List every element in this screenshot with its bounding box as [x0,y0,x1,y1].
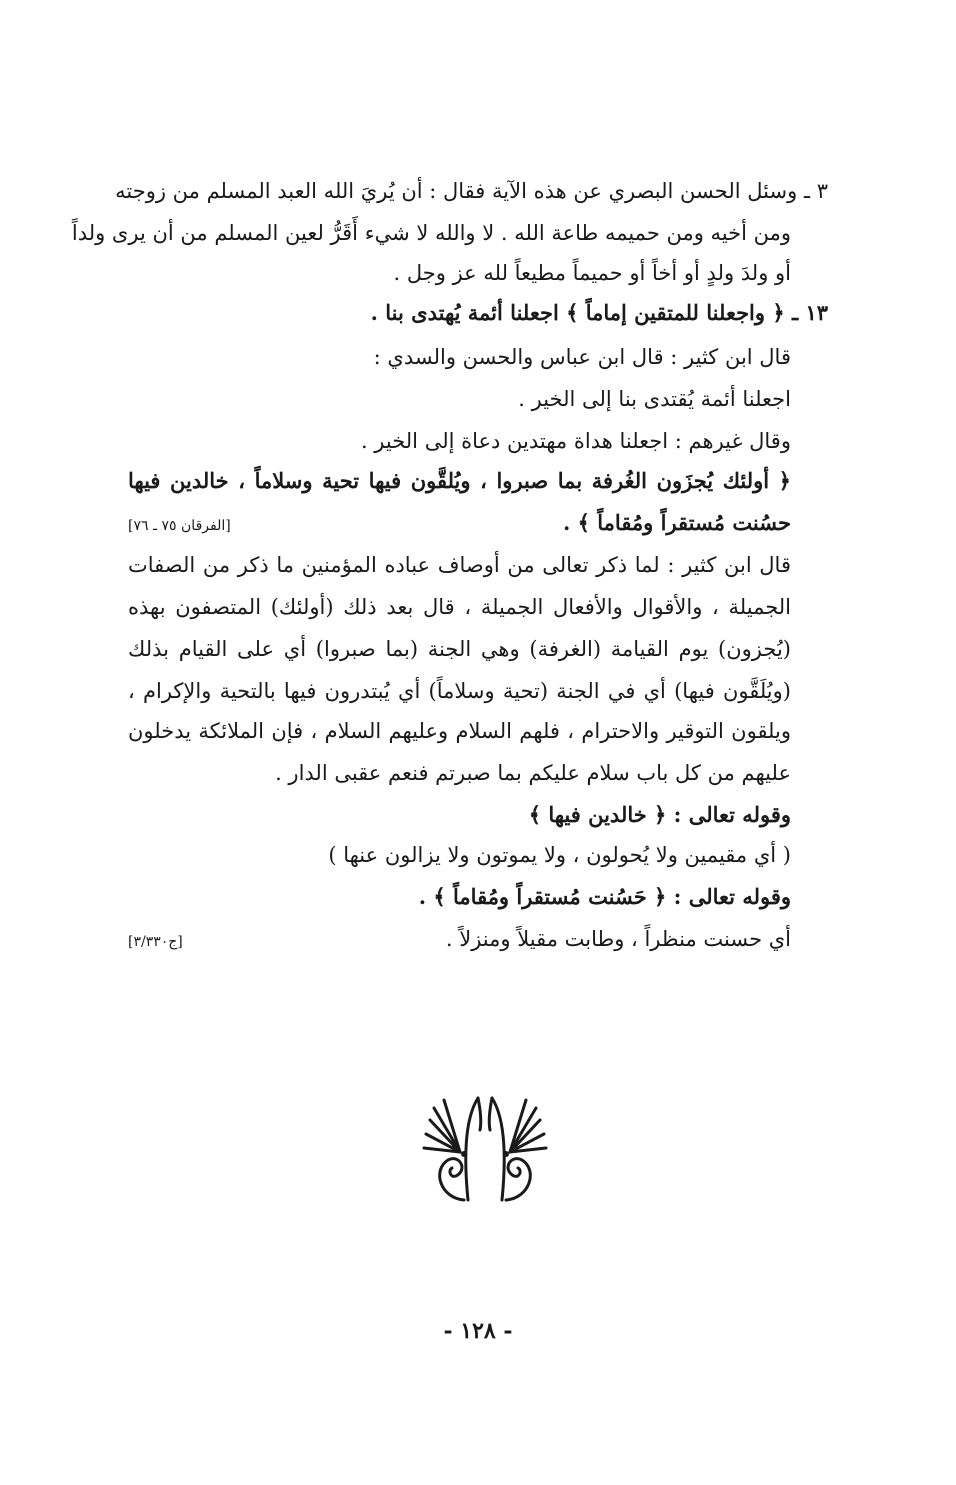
text-line: ويلقون التوقير والاحترام ، فلهم السلام وعليهم السلام ، فإن الملائكة يدخلون [128,719,791,743]
text-line: أي حسنت منظراً ، وطابت مقيلاً ومنزلاً . [445,927,791,951]
text-line: ( أي مقيمين ولا يُحولون ، ولا يموتون ولا يزالون عنها ) [328,843,791,867]
text-line: وقوله تعالى : ﴿ خالدين فيها ﴾ [528,802,791,827]
text-line: الجميلة ، والأقوال والأفعال الجميلة ، قال بعد ذلك (أولئك) المتصفون بهذه [128,595,791,619]
text-line: قال ابن كثير : لما ذكر تعالى من أوصاف عباده المؤمنين ما ذكر من الصفات [128,553,791,577]
text-line: عليهم من كل باب سلام عليكم بما صبرتم فنعم عقبى الدار . [275,761,791,785]
quran-quote: حسُنت مُستقراً ومُقاماً ﴾ . [563,510,791,535]
text-line: أو ولدَ ولدٍ أو أخاً أو حميماً مطيعاً لله عز وجل . [393,261,791,285]
text-line: (يُجزون) يوم القيامة (الغرفة) وهي الجنة (بما صبروا) أي على القيام بذلك [128,637,791,661]
page-number: - ١٢٨ - [443,1318,513,1344]
verse-heading: ١٣ ـ ﴿ واجعلنا للمتقين إماماً ﴾ اجعلنا أئمة يُهتدى بنا . [370,300,828,325]
quran-quote: ﴿ أولئك يُجزَون الغُرفة بما صبروا ، ويُلقَّون فيها تحية وسلاماً ، خالدين فيها [128,468,791,493]
volume-reference: [ج٣/٣٣٠] [128,934,183,950]
text-line: ٣ ـ وسئل الحسن البصري عن هذه الآية فقال : أن يُريَ الله العبد المسلم من زوجته [115,179,828,203]
text-line: وقال غيرهم : اجعلنا هداة مهتدين دعاة إلى الخير . [360,429,791,453]
decorative-ornament-icon [420,1090,550,1210]
text-line: ومن أخيه ومن حميمه طاعة الله . لا والله لا شيء أَقَرُّ لعين المسلم من أن يرى ولداً [71,221,791,245]
text-line: اجعلنا أئمة يُقتدى بنا إلى الخير . [518,387,791,411]
text-line: قال ابن كثير : قال ابن عباس والحسن والسدي : [373,345,791,369]
surah-reference: [الفرقان ٧٥ ـ ٧٦] [128,518,231,534]
text-line: (ويُلَقَّون فيها) أي في الجنة (تحية وسلاماً) أي يُبتدرون فيها بالتحية والإكرام ، [128,679,791,703]
text-line: وقوله تعالى : ﴿ حَسُنت مُستقراً ومُقاماً ﴾ . [418,884,791,909]
